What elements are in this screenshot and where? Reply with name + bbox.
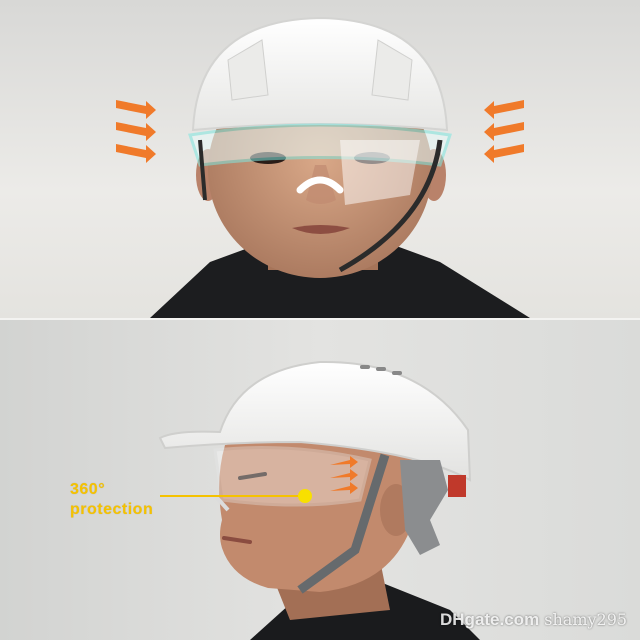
impact-arrows-right — [484, 100, 524, 163]
impact-arrows-left — [116, 100, 156, 163]
watermark-logo: DHgate.com — [440, 610, 540, 629]
callout-line-1: 360° — [70, 481, 106, 498]
callout-dot — [298, 489, 312, 503]
protection-callout — [70, 480, 153, 520]
watermark — [440, 610, 627, 630]
front-view-photo — [0, 0, 640, 318]
watermark-seller: shamy295 — [544, 610, 628, 629]
callout-line-2: protection — [70, 501, 154, 518]
